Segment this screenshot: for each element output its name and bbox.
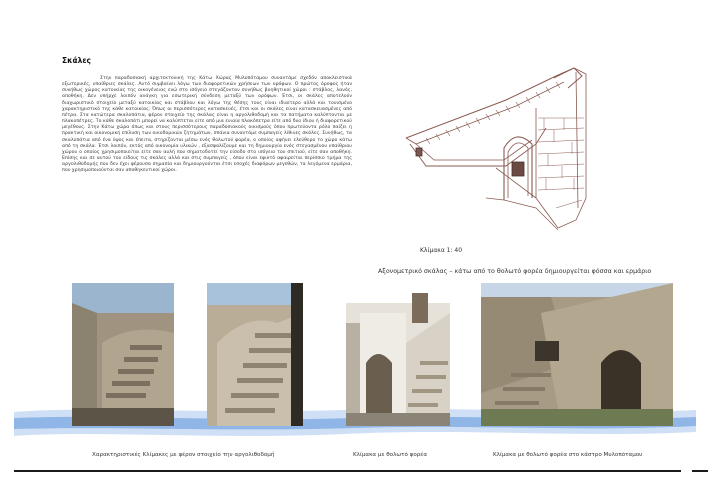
body-paragraph: Στην παραδοσιακή αρχιτεκτονική της Κάτω Χώρας Μυλοπόταμου συναντάμε σχεδόν αποκλειστικά εξωτερικές, υπαίθριες σκάλες. Αυτό συμβαίνει λόγω των διαφορετικών χρήσεων των ορόφων. Ο πρώτος όροφος ήταν συνήθως χώρος κατοικίας της οικογένειας ενώ στο ισόγειο στεγάζονταν συνήθως βοηθητικοί χώροι : στάβλος, λανός, αποθήκη. Δεν υπήρχε λοιπόν ανάγκη για εσωτερική σύνδεση μεταξύ των ορόφων. Έτσι, οι σκάλες αποτελούν διαχωριστικό στοιχείο μεταξύ κατοικίας και στάβλου και λόγω της θέσης τους είναι ιδιαίτερο αλλά και τονισμένο χαρακτηριστικό της κάθε κατοικίας. Όπως οι περισσότερες κατασκευές, έτσι και οι σκάλες είναι κατασκευασμένες από πέτρα. Στα κατώτερα σκαλοπάτια, φέρον στοιχείο της σκάλας είναι η αργολιθοδομή και τα πατήματα καλύπτονται με πλακοπέτρες. Το κάθε σκαλοπάτι μπορεί να καλύπτεται είτε από μια ενιαία πλακόπετρα είτε από δυο ίδιου ή διαφορετικού μεγέθους. Στην Κάτω χώρα όπως και στους περισσότερους παραδοσιακούς οικισμούς όπου πρωτεύοντα ρόλο παίζει η πρακτική και οικονομική επίλυση των οικοδομικών ζητημάτων, σπάνια συναντάμε συμπαγείς λίθινες σκάλες. Συνήθως, τα σκαλοπάτια από ένα ύψος και έπειτα, στηρίζονται μέσω ενός θολωτού φορέα, ο οποίος αφήνει ελεύθερο το χώρο κάτω από τη σκάλα. Έτσι λοιπόν, εκτός από οικονομία υλικών , εξασφαλίζουμε και τη δημιουργία ενός στεγασμένου υπαίθριου χώρου ο οποίος χρησιμοποιείται είτε σαν αυλή που σηματοδοτεί την είσοδο στο ισόγειο του σπιτιού, είτε σαν αποθήκη. Επίσης και σε αυτού του είδους τις σκάλες αλλά και στις συμπαγείς , όπου είναι εφικτό αφαιρείται περίσσιο τμήμα της αργολιθοδομής που δεν έχει φέρουσα σημασία και δημιουργούνται έτσι εσοχές διαφόρων μεγεθών, τα λεγόμενα ερμάρια, που χρησιμοποιούνται σαν αποθηκευτικοί χώροι. [62,76,352,174]
photo-caption-1: Χαρακτηριστικές Κλίμακες με φέρον στοιχείο την αργολιθοδομή [92,452,275,458]
photo-caption-3: Κλίμακα με θολωτό φορέα στο κάστρο Μυλοπόταμου [493,452,643,458]
photo-vaulted-stair [346,283,450,426]
drawing-caption: Αξονομετρικό σκάλας – κάτω από το θολωτό φορέα δημιουργείται φόσσα και ερμάριο [378,268,652,275]
axonometric-drawing [386,48,626,266]
section-title: Σκάλες [62,56,91,65]
photo-castle-stair [481,283,673,426]
body-text [62,76,352,175]
scale-label: Κλίμακα 1: 40 [420,247,463,254]
photo-caption-2: Κλίμακα με θολωτό φορέα [353,452,428,458]
photo-stair-1 [72,283,174,426]
bottom-rule [14,470,681,472]
bottom-rule-end [692,470,708,472]
photo-stair-2 [207,283,303,426]
